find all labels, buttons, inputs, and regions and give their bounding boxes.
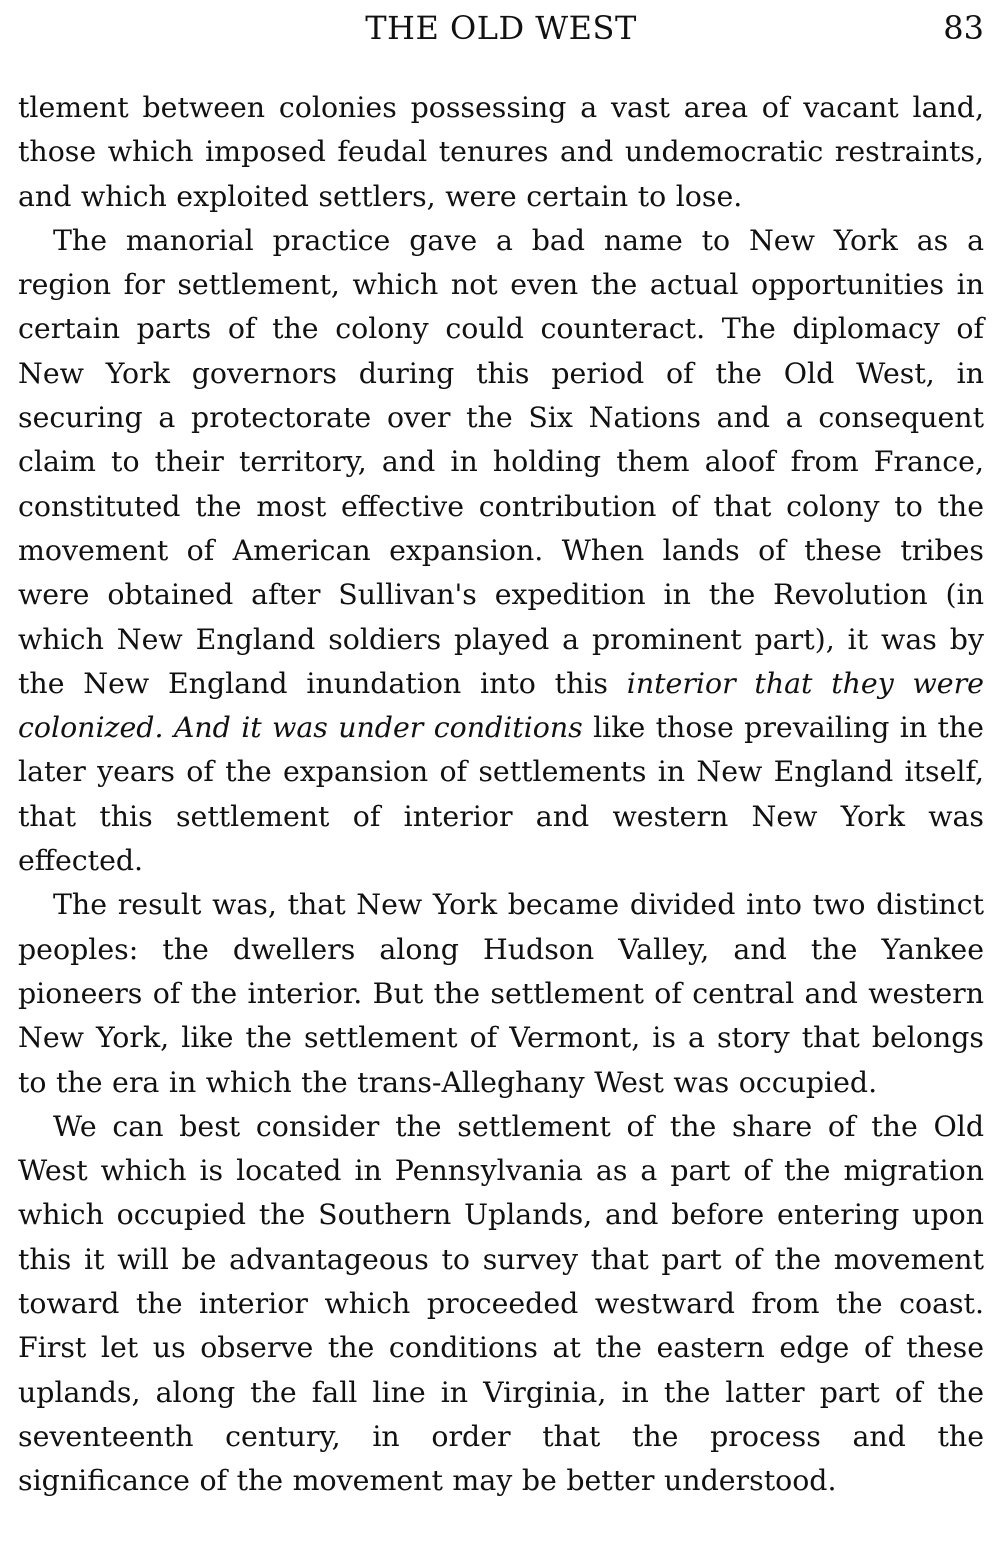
page-number: 83	[943, 9, 984, 47]
running-title: THE OLD WEST	[365, 9, 637, 47]
paragraph-2	[18, 219, 984, 883]
paragraph-2-part-c: like those prevailing in the later years of the expansion of settlements in New England itself, that this settlement of interior and western New York was effected.	[18, 711, 984, 878]
paragraph-3: The result was, that New York became divided into two distinct peoples: the dwellers along Hudson Valley, and the Yankee pioneers of the interior. But the settlement of central and western New York, like the settlement of Vermont, is a story that belongs to the era in which the trans-Alleghany West was occupied.	[18, 888, 984, 1099]
body-text	[18, 86, 984, 1504]
paragraph-2-part-a: The manorial practice gave a bad name to New York as a region for settlement, which not even the actual opportunities in certain parts of the colony could counteract. The diplomacy of New York governors during this period of the Old West, in securing a protectorate over the Six Nations and a consequent claim to their territory, and in holding them aloof from France, constituted the most effective contribution of that colony to the movement of American expansion. When lands of these tribes were obtained after Sullivan's expedition in the Revolution (in which New England soldiers played a prominent part), it was by the New England inundation into this	[18, 223, 984, 700]
paragraph-4: We can best consider the settlement of the share of the Old West which is located in Pennsylvania as a part of the migration which occupied the Southern Uplands, and before entering upon this it will be advantageous to survey that part of the movement toward the interior which proceeded westward from the coast. First let us observe the conditions at the eastern edge of these uplands, along the fall line in Virginia, in the latter part of the seventeenth century, in order that the process and the significance of the movement may be better understood.	[18, 1109, 984, 1498]
running-head	[18, 0, 984, 56]
book-page	[18, 0, 984, 1563]
paragraph-2-italic-part: interior that they were colonized. And it was under conditions	[18, 666, 984, 745]
paragraph-1: tlement between colonies possessing a vast area of vacant land, those which imposed feudal tenures and undemocratic restraints, and which exploited settlers, were certain to lose.	[18, 91, 984, 213]
